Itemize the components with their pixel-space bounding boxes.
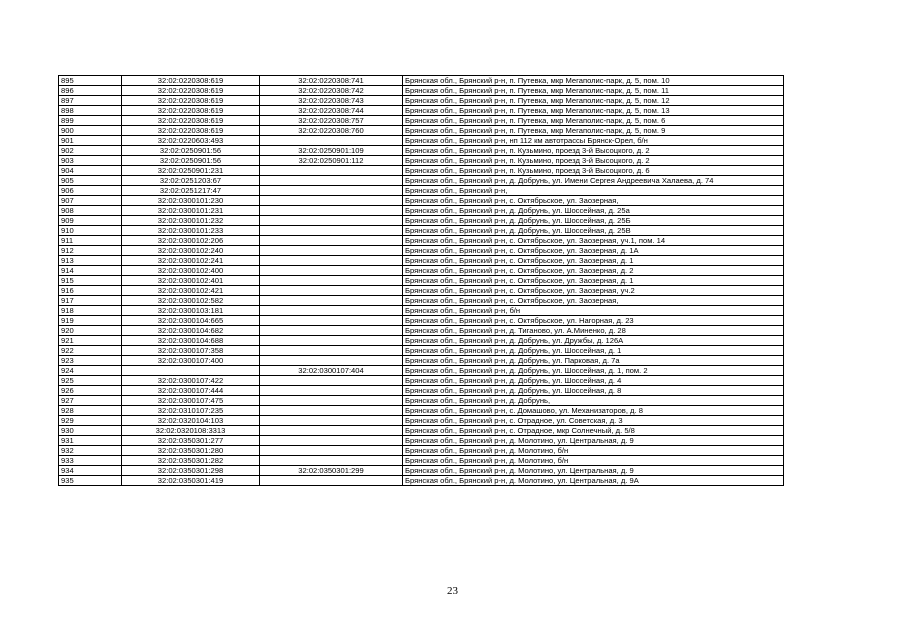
parcel-number-cell	[260, 296, 403, 306]
row-number-cell: 900	[59, 126, 122, 136]
parcel-number-cell	[260, 476, 403, 486]
address-cell: Брянская обл., Брянский р-н, с. Октябрьское, ул. Заозерная, уч.2	[403, 286, 784, 296]
address-cell: Брянская обл., Брянский р-н, с. Отрадное, мкр Солнечный, д. 5/8	[403, 426, 784, 436]
cadastral-number-cell: 32:02:0300101:231	[122, 206, 260, 216]
row-number-cell: 930	[59, 426, 122, 436]
row-number-cell: 922	[59, 346, 122, 356]
row-number-cell: 909	[59, 216, 122, 226]
parcel-number-cell	[260, 406, 403, 416]
row-number-cell: 897	[59, 96, 122, 106]
table-row	[59, 126, 784, 136]
row-number-cell: 896	[59, 86, 122, 96]
row-number-cell: 915	[59, 276, 122, 286]
address-cell: Брянская обл., Брянский р-н, п. Путевка, мкр Мегаполис-парк, д. 5, пом. 11	[403, 86, 784, 96]
address-cell: Брянская обл., Брянский р-н, д. Добрунь, ул. Шоссейная, д. 1, пом. 2	[403, 366, 784, 376]
address-cell: Брянская обл., Брянский р-н, д. Добрунь, ул. Шоссейная, д. 1	[403, 346, 784, 356]
cadastral-number-cell	[122, 366, 260, 376]
address-cell: Брянская обл., Брянский р-н, с. Октябрьское, ул. Нагорная, д. 23	[403, 316, 784, 326]
row-number-cell: 928	[59, 406, 122, 416]
address-cell: Брянская обл., Брянский р-н, д. Молотино, б/н	[403, 456, 784, 466]
address-cell: Брянская обл., Брянский р-н, с. Октябрьское, ул. Заозерная, д. 2	[403, 266, 784, 276]
row-number-cell: 916	[59, 286, 122, 296]
address-cell: Брянская обл., Брянский р-н, д. Добрунь, ул. Дружбы, д. 126А	[403, 336, 784, 346]
address-cell: Брянская обл., Брянский р-н, п. Путевка, мкр Мегаполис-парк, д. 5, пом. 10	[403, 76, 784, 86]
parcel-number-cell: 32:02:0350301:299	[260, 466, 403, 476]
parcel-number-cell: 32:02:0220308:744	[260, 106, 403, 116]
cadastral-number-cell: 32:02:0300104:665	[122, 316, 260, 326]
address-cell: Брянская обл., Брянский р-н, д. Добрунь, ул. Шоссейная, д. 4	[403, 376, 784, 386]
parcel-number-cell	[260, 376, 403, 386]
parcel-number-cell	[260, 336, 403, 346]
table-row	[59, 246, 784, 256]
row-number-cell: 905	[59, 176, 122, 186]
address-cell: Брянская обл., Брянский р-н, д. Молотино, ул. Центральная, д. 9	[403, 466, 784, 476]
table-row	[59, 106, 784, 116]
table-row	[59, 436, 784, 446]
page-number: 23	[447, 585, 458, 597]
table-row	[59, 86, 784, 96]
row-number-cell: 931	[59, 436, 122, 446]
address-cell: Брянская обл., Брянский р-н, нп 112 км автотрассы Брянск-Орел, б/н	[403, 136, 784, 146]
address-cell: Брянская обл., Брянский р-н, д. Добрунь, ул. Парковая, д. 7а	[403, 356, 784, 366]
table-row	[59, 316, 784, 326]
cadastral-number-cell: 32:02:0350301:280	[122, 446, 260, 456]
address-cell: Брянская обл., Брянский р-н, с. Октябрьское, ул. Заозерная,	[403, 196, 784, 206]
table-row	[59, 156, 784, 166]
row-number-cell: 913	[59, 256, 122, 266]
row-number-cell: 918	[59, 306, 122, 316]
row-number-cell: 926	[59, 386, 122, 396]
row-number-cell: 920	[59, 326, 122, 336]
table-row	[59, 276, 784, 286]
address-cell: Брянская обл., Брянский р-н, д. Добрунь, ул. Шоссейная, д. 8	[403, 386, 784, 396]
parcel-number-cell	[260, 256, 403, 266]
table-row	[59, 346, 784, 356]
address-cell: Брянская обл., Брянский р-н, д. Добрунь, ул. Шоссейная, д. 25В	[403, 226, 784, 236]
address-cell: Брянская обл., Брянский р-н,	[403, 186, 784, 196]
parcel-number-cell	[260, 186, 403, 196]
cadastral-number-cell: 32:02:0300102:401	[122, 276, 260, 286]
parcel-number-cell: 32:02:0220308:757	[260, 116, 403, 126]
parcel-number-cell: 32:02:0220308:741	[260, 76, 403, 86]
row-number-cell: 934	[59, 466, 122, 476]
row-number-cell: 902	[59, 146, 122, 156]
parcel-number-cell	[260, 166, 403, 176]
table-row	[59, 266, 784, 276]
row-number-cell: 898	[59, 106, 122, 116]
address-cell: Брянская обл., Брянский р-н, п. Путевка, мкр Мегаполис-парк, д. 5, пом. 6	[403, 116, 784, 126]
table-row	[59, 456, 784, 466]
parcel-number-cell	[260, 266, 403, 276]
parcel-number-cell	[260, 206, 403, 216]
cadastral-number-cell: 32:02:0250901:231	[122, 166, 260, 176]
row-number-cell: 927	[59, 396, 122, 406]
parcel-number-cell	[260, 196, 403, 206]
parcel-number-cell: 32:02:0300107:404	[260, 366, 403, 376]
parcel-number-cell	[260, 216, 403, 226]
row-number-cell: 919	[59, 316, 122, 326]
address-cell: Брянская обл., Брянский р-н, п. Кузьмино, проезд 3-й Высоцкого, д. 6	[403, 166, 784, 176]
row-number-cell: 908	[59, 206, 122, 216]
table-row	[59, 336, 784, 346]
parcel-number-cell	[260, 286, 403, 296]
parcel-number-cell	[260, 426, 403, 436]
parcel-number-cell	[260, 396, 403, 406]
address-cell: Брянская обл., Брянский р-н, д. Тиганово, ул. А.Миненко, д. 28	[403, 326, 784, 336]
parcel-number-cell	[260, 276, 403, 286]
cadastral-number-cell: 32:02:0300107:475	[122, 396, 260, 406]
address-cell: Брянская обл., Брянский р-н, с. Октябрьское, ул. Заозерная, д. 1	[403, 276, 784, 286]
table-row	[59, 116, 784, 126]
row-number-cell: 895	[59, 76, 122, 86]
table-row	[59, 406, 784, 416]
parcel-number-cell	[260, 386, 403, 396]
address-cell: Брянская обл., Брянский р-н, с. Октябрьское, ул. Заозерная,	[403, 296, 784, 306]
cadastral-number-cell: 32:02:0300101:232	[122, 216, 260, 226]
cadastral-number-cell: 32:02:0350301:277	[122, 436, 260, 446]
table-row	[59, 236, 784, 246]
address-cell: Брянская обл., Брянский р-н, с. Октябрьское, ул. Заозерная, д. 1А	[403, 246, 784, 256]
cadastral-number-cell: 32:02:0220308:619	[122, 96, 260, 106]
parcel-number-cell	[260, 456, 403, 466]
cadastral-number-cell: 32:02:0300104:682	[122, 326, 260, 336]
parcel-number-cell	[260, 316, 403, 326]
table-row	[59, 476, 784, 486]
row-number-cell: 933	[59, 456, 122, 466]
address-cell: Брянская обл., Брянский р-н, с. Домашово, ул. Механизаторов, д. 8	[403, 406, 784, 416]
registry-table	[58, 75, 784, 486]
address-cell: Брянская обл., Брянский р-н, п. Путевка, мкр Мегаполис-парк, д. 5, пом. 9	[403, 126, 784, 136]
address-cell: Брянская обл., Брянский р-н, д. Молотино, ул. Центральная, д. 9	[403, 436, 784, 446]
cadastral-number-cell: 32:02:0300101:233	[122, 226, 260, 236]
table-row	[59, 256, 784, 266]
table-row	[59, 416, 784, 426]
parcel-number-cell	[260, 136, 403, 146]
row-number-cell: 906	[59, 186, 122, 196]
cadastral-number-cell: 32:02:0300107:444	[122, 386, 260, 396]
cadastral-number-cell: 32:02:0350301:282	[122, 456, 260, 466]
cadastral-number-cell: 32:02:0300107:358	[122, 346, 260, 356]
parcel-number-cell	[260, 446, 403, 456]
cadastral-number-cell: 32:02:0250901:56	[122, 146, 260, 156]
address-cell: Брянская обл., Брянский р-н, д. Добрунь, ул. Имени Сергея Андреевича Халаева, д. 74	[403, 176, 784, 186]
cadastral-number-cell: 32:02:0300102:582	[122, 296, 260, 306]
parcel-number-cell	[260, 246, 403, 256]
address-cell: Брянская обл., Брянский р-н, п. Путевка, мкр Мегаполис-парк, д. 5, пом. 12	[403, 96, 784, 106]
cadastral-number-cell: 32:02:0350301:419	[122, 476, 260, 486]
row-number-cell: 923	[59, 356, 122, 366]
cadastral-number-cell: 32:02:0300102:421	[122, 286, 260, 296]
cadastral-number-cell: 32:02:0220308:619	[122, 116, 260, 126]
table-row	[59, 306, 784, 316]
row-number-cell: 912	[59, 246, 122, 256]
table-row	[59, 226, 784, 236]
table-row	[59, 76, 784, 86]
cadastral-number-cell: 32:02:0300107:422	[122, 376, 260, 386]
cadastral-number-cell: 32:02:0310107:235	[122, 406, 260, 416]
table-row	[59, 466, 784, 476]
parcel-number-cell	[260, 306, 403, 316]
address-cell: Брянская обл., Брянский р-н, с. Отрадное, ул. Советская, д. 3	[403, 416, 784, 426]
address-cell: Брянская обл., Брянский р-н, д. Добрунь,	[403, 396, 784, 406]
table-row	[59, 396, 784, 406]
parcel-number-cell: 32:02:0250901:109	[260, 146, 403, 156]
table-row	[59, 196, 784, 206]
cadastral-number-cell: 32:02:0320108:3313	[122, 426, 260, 436]
cadastral-number-cell: 32:02:0300102:240	[122, 246, 260, 256]
address-cell: Брянская обл., Брянский р-н, с. Октябрьское, ул. Заозерная, уч.1, пом. 14	[403, 236, 784, 246]
row-number-cell: 929	[59, 416, 122, 426]
table-row	[59, 356, 784, 366]
cadastral-number-cell: 32:02:0251217:47	[122, 186, 260, 196]
cadastral-number-cell: 32:02:0350301:298	[122, 466, 260, 476]
parcel-number-cell	[260, 436, 403, 446]
row-number-cell: 914	[59, 266, 122, 276]
cadastral-number-cell: 32:02:0220308:619	[122, 126, 260, 136]
table-row	[59, 426, 784, 436]
parcel-number-cell: 32:02:0250901:112	[260, 156, 403, 166]
row-number-cell: 935	[59, 476, 122, 486]
parcel-number-cell	[260, 346, 403, 356]
table-row	[59, 96, 784, 106]
address-cell: Брянская обл., Брянский р-н, п. Путевка, мкр Мегаполис-парк, д. 5, пом. 13	[403, 106, 784, 116]
cadastral-number-cell: 32:02:0220308:619	[122, 76, 260, 86]
table-row	[59, 176, 784, 186]
parcel-number-cell	[260, 416, 403, 426]
address-cell: Брянская обл., Брянский р-н, п. Кузьмино, проезд 3-й Высоцкого, д. 2	[403, 156, 784, 166]
table-row	[59, 446, 784, 456]
row-number-cell: 932	[59, 446, 122, 456]
address-cell: Брянская обл., Брянский р-н, д. Добрунь, ул. Шоссейная, д. 25Б	[403, 216, 784, 226]
cadastral-number-cell: 32:02:0300104:688	[122, 336, 260, 346]
cadastral-number-cell: 32:02:0300107:400	[122, 356, 260, 366]
cadastral-number-cell: 32:02:0220308:619	[122, 86, 260, 96]
table-row	[59, 166, 784, 176]
table-row	[59, 146, 784, 156]
row-number-cell: 910	[59, 226, 122, 236]
parcel-number-cell: 32:02:0220308:743	[260, 96, 403, 106]
address-cell: Брянская обл., Брянский р-н, с. Октябрьское, ул. Заозерная, д. 1	[403, 256, 784, 266]
cadastral-number-cell: 32:02:0320104:103	[122, 416, 260, 426]
table-row	[59, 216, 784, 226]
row-number-cell: 903	[59, 156, 122, 166]
registry-table-body	[59, 76, 784, 486]
table-row	[59, 286, 784, 296]
address-cell: Брянская обл., Брянский р-н, б/н	[403, 306, 784, 316]
row-number-cell: 925	[59, 376, 122, 386]
cadastral-number-cell: 32:02:0300102:241	[122, 256, 260, 266]
cadastral-number-cell: 32:02:0250901:56	[122, 156, 260, 166]
row-number-cell: 911	[59, 236, 122, 246]
row-number-cell: 924	[59, 366, 122, 376]
row-number-cell: 904	[59, 166, 122, 176]
row-number-cell: 917	[59, 296, 122, 306]
cadastral-number-cell: 32:02:0220603:493	[122, 136, 260, 146]
address-cell: Брянская обл., Брянский р-н, д. Добрунь, ул. Шоссейная, д. 25а	[403, 206, 784, 216]
parcel-number-cell: 32:02:0220308:742	[260, 86, 403, 96]
cadastral-number-cell: 32:02:0300102:400	[122, 266, 260, 276]
parcel-number-cell	[260, 356, 403, 366]
parcel-number-cell	[260, 236, 403, 246]
row-number-cell: 901	[59, 136, 122, 146]
address-cell: Брянская обл., Брянский р-н, п. Кузьмино, проезд 3-й Высоцкого, д. 2	[403, 146, 784, 156]
table-row	[59, 366, 784, 376]
table-row	[59, 376, 784, 386]
table-row	[59, 136, 784, 146]
cadastral-number-cell: 32:02:0251203:67	[122, 176, 260, 186]
cadastral-number-cell: 32:02:0300102:206	[122, 236, 260, 246]
row-number-cell: 899	[59, 116, 122, 126]
parcel-number-cell: 32:02:0220308:760	[260, 126, 403, 136]
cadastral-number-cell: 32:02:0300101:230	[122, 196, 260, 206]
parcel-number-cell	[260, 226, 403, 236]
table-row	[59, 186, 784, 196]
row-number-cell: 907	[59, 196, 122, 206]
address-cell: Брянская обл., Брянский р-н, д. Молотино, б/н	[403, 446, 784, 456]
table-row	[59, 296, 784, 306]
parcel-number-cell	[260, 176, 403, 186]
row-number-cell: 921	[59, 336, 122, 346]
table-row	[59, 206, 784, 216]
table-row	[59, 386, 784, 396]
parcel-number-cell	[260, 326, 403, 336]
table-row	[59, 326, 784, 336]
address-cell: Брянская обл., Брянский р-н, д. Молотино, ул. Центральная, д. 9А	[403, 476, 784, 486]
cadastral-number-cell: 32:02:0300103:181	[122, 306, 260, 316]
cadastral-number-cell: 32:02:0220308:619	[122, 106, 260, 116]
